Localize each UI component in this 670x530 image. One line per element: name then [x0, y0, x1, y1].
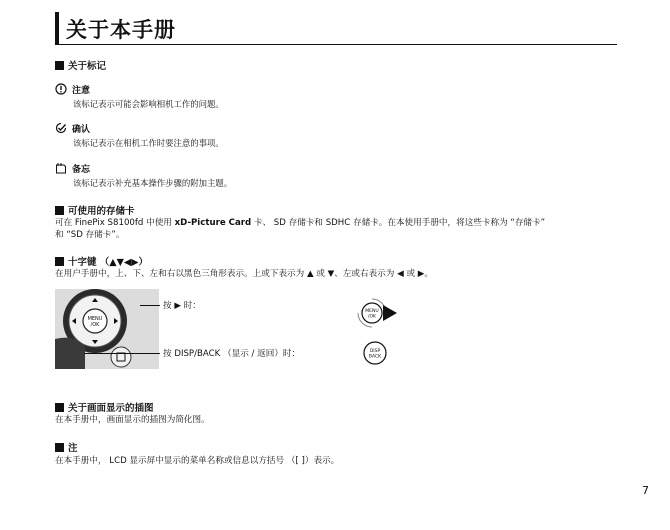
square-bullet-icon: [55, 61, 64, 70]
mark-caution-heading: [55, 83, 90, 96]
cards-text-line2: 和 “SD 存储卡”。: [55, 230, 125, 240]
label-press-right: 按 ▶ 时：: [163, 301, 201, 311]
section-heading-cards: 可使用的存储卡: [55, 203, 135, 217]
square-bullet-icon: [55, 206, 64, 215]
svg-text:BACK: BACK: [368, 354, 382, 360]
section-heading-illustrations: 关于画面显示的插图: [55, 400, 154, 414]
camera-dial-illustration: [55, 289, 159, 369]
menu-ok-right-icon: [350, 296, 402, 330]
svg-text:MENU: MENU: [87, 316, 103, 322]
illustrations-text: 在本手册中，画面显示的插图为简化图。: [55, 415, 210, 425]
page-number: 7: [642, 484, 649, 497]
cross-key-text: 在用户手册中，上、下、左和右以黑色三角形表示。上或下表示为 ▲ 或 ▼、左或右表示为 ◀ 或 ▶。: [55, 269, 433, 279]
svg-text:/OK: /OK: [90, 322, 100, 328]
disp-back-button-icon: [362, 340, 388, 366]
mark-caution-text: 该标记表示可能会影响相机工作的问题。: [73, 99, 224, 109]
mark-memo-text: 该标记表示补充基本操作步骤的附加主题。: [73, 178, 233, 188]
section-heading-cross-key: 十字键 （▲▼◀▶）: [55, 254, 148, 268]
svg-text:DISP: DISP: [369, 349, 381, 354]
square-bullet-icon: [55, 443, 64, 452]
leader-line-disp: [84, 353, 160, 354]
square-bullet-icon: [55, 257, 64, 266]
mark-title: 确认: [72, 125, 91, 135]
title-divider: [55, 44, 617, 45]
mark-title: 备忘: [72, 165, 91, 175]
cards-text-line1: 可在 FinePix S8100fd 中使用 xD-Picture Card 卡、 SD 存储卡和 SDHC 存储卡。在本使用手册中，将这些卡称为 “存储卡”: [55, 218, 546, 228]
memo-icon: [55, 162, 67, 174]
section-heading-marks: 关于标记: [55, 58, 106, 72]
mark-check-heading: [55, 122, 90, 135]
caution-icon: [55, 83, 67, 95]
camera-control-photo: [55, 289, 159, 369]
label-press-disp: 按 DISP/BACK （显示 / 返回）时：: [163, 349, 301, 359]
section-heading-note: 注: [55, 440, 78, 454]
leader-line-right: [140, 305, 160, 306]
mark-check-text: 该标记表示在相机工作时要注意的事项。: [73, 138, 224, 148]
mark-title: 注意: [72, 86, 91, 96]
square-bullet-icon: [55, 403, 64, 412]
menu-ok-label: MENU /OK: [365, 309, 379, 320]
title-accent-bar: [55, 12, 59, 44]
page-title: 关于本手册: [66, 18, 176, 42]
check-icon: [55, 122, 67, 134]
mark-memo-heading: [55, 162, 90, 175]
note-text: 在本手册中， LCD 显示屏中显示的菜单名称或信息以方括号 （[ ]）表示。: [55, 456, 340, 466]
